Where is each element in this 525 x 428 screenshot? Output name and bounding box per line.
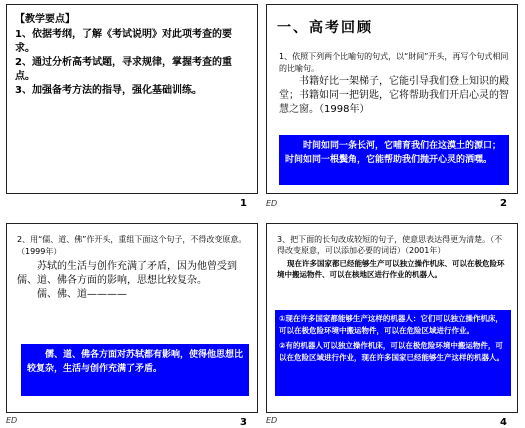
slide-2-title: 一、高考回顾 bbox=[277, 20, 373, 36]
question-3 bbox=[277, 234, 509, 280]
answer-3-box bbox=[275, 310, 511, 396]
slide-mark-3: ED bbox=[6, 416, 18, 425]
page-number-4: 4 bbox=[500, 417, 507, 428]
question-2-text: 苏轼的生活与创作充满了矛盾，因为他曾受到儒、道、佛各方面的影响，思想比较复杂。 bbox=[17, 261, 237, 286]
slide-4 bbox=[266, 223, 518, 413]
question-3-prompt: 3、把下面的长句改成较短的句子，使意思表达得更为清楚。（不得改变原意，可以添加必要的词语）（2001年） bbox=[277, 235, 503, 255]
teaching-point-2: 2、通过分析高考试题，寻求规律，掌握考查的重点。 bbox=[15, 57, 232, 82]
question-2 bbox=[17, 234, 249, 302]
teaching-point-1: 1、依据考纲，了解《考试说明》对此项考查的要求。 bbox=[15, 29, 232, 54]
question-1 bbox=[279, 51, 509, 117]
teaching-points bbox=[7, 5, 257, 106]
answer-1-box: 时间如同一条长河，它哺育我们在这漠土的源口；时间如同一根鬓角，它能帮助我们抛开心灵的洒嘿。 bbox=[279, 135, 509, 185]
question-2-fill-blank: 儒、佛、道———— bbox=[37, 289, 127, 300]
teaching-points-heading: 【教学要点】 bbox=[15, 14, 75, 25]
question-2-prompt: 2、用“儒、道、佛”作开头，重组下面这个句子，不得改变原意。（1999年） bbox=[17, 235, 247, 256]
slide-mark-2: ED bbox=[266, 199, 278, 208]
page-number-3: 3 bbox=[240, 417, 247, 428]
question-1-prompt: 1、依照下列两个比喻句的句式，以“財间”开头，再写个句式相同的比喻句。 bbox=[279, 52, 509, 73]
answer-3-option-2: ②有的机器人可以独立操作机床，可以在极危险环境中搬运物件，可以在危险区域进行作业，现在许多国家已经能够生产这样的机器人。 bbox=[279, 341, 504, 362]
slide-3 bbox=[6, 223, 258, 413]
question-3-text: 现在许多国家都已经能够生产可以独立操作机床、可以在极危险环境中搬运物件、可以在核地区进行作业的机器人。 bbox=[277, 259, 505, 279]
question-1-text: 书籍好比一架梯子，它能引导我们登上知识的殿堂；书籍如同一把钥匙，它将帮助我们开启心灵的智慧之窗。（1998年） bbox=[279, 76, 509, 115]
slide-1 bbox=[6, 4, 258, 194]
slide-mark-4: ED bbox=[266, 416, 278, 425]
slide-2 bbox=[266, 4, 518, 194]
page-number-1: 1 bbox=[240, 198, 247, 209]
page-number-2: 2 bbox=[500, 198, 507, 209]
answer-2-box: 儒、道、佛各方面对苏轼都有影响，使得他思想比较复杂，生活与创作充满了矛盾。 bbox=[21, 344, 249, 396]
answer-3-option-1: ①现在许多国家都能够生产这样的机器人：它们可以独立操作机床，可以在极危险环境中搬运物件，可以在危险区域进行作业。 bbox=[279, 314, 503, 335]
teaching-point-3: 3、加强备考方法的指导，强化基础训练。 bbox=[15, 85, 202, 96]
